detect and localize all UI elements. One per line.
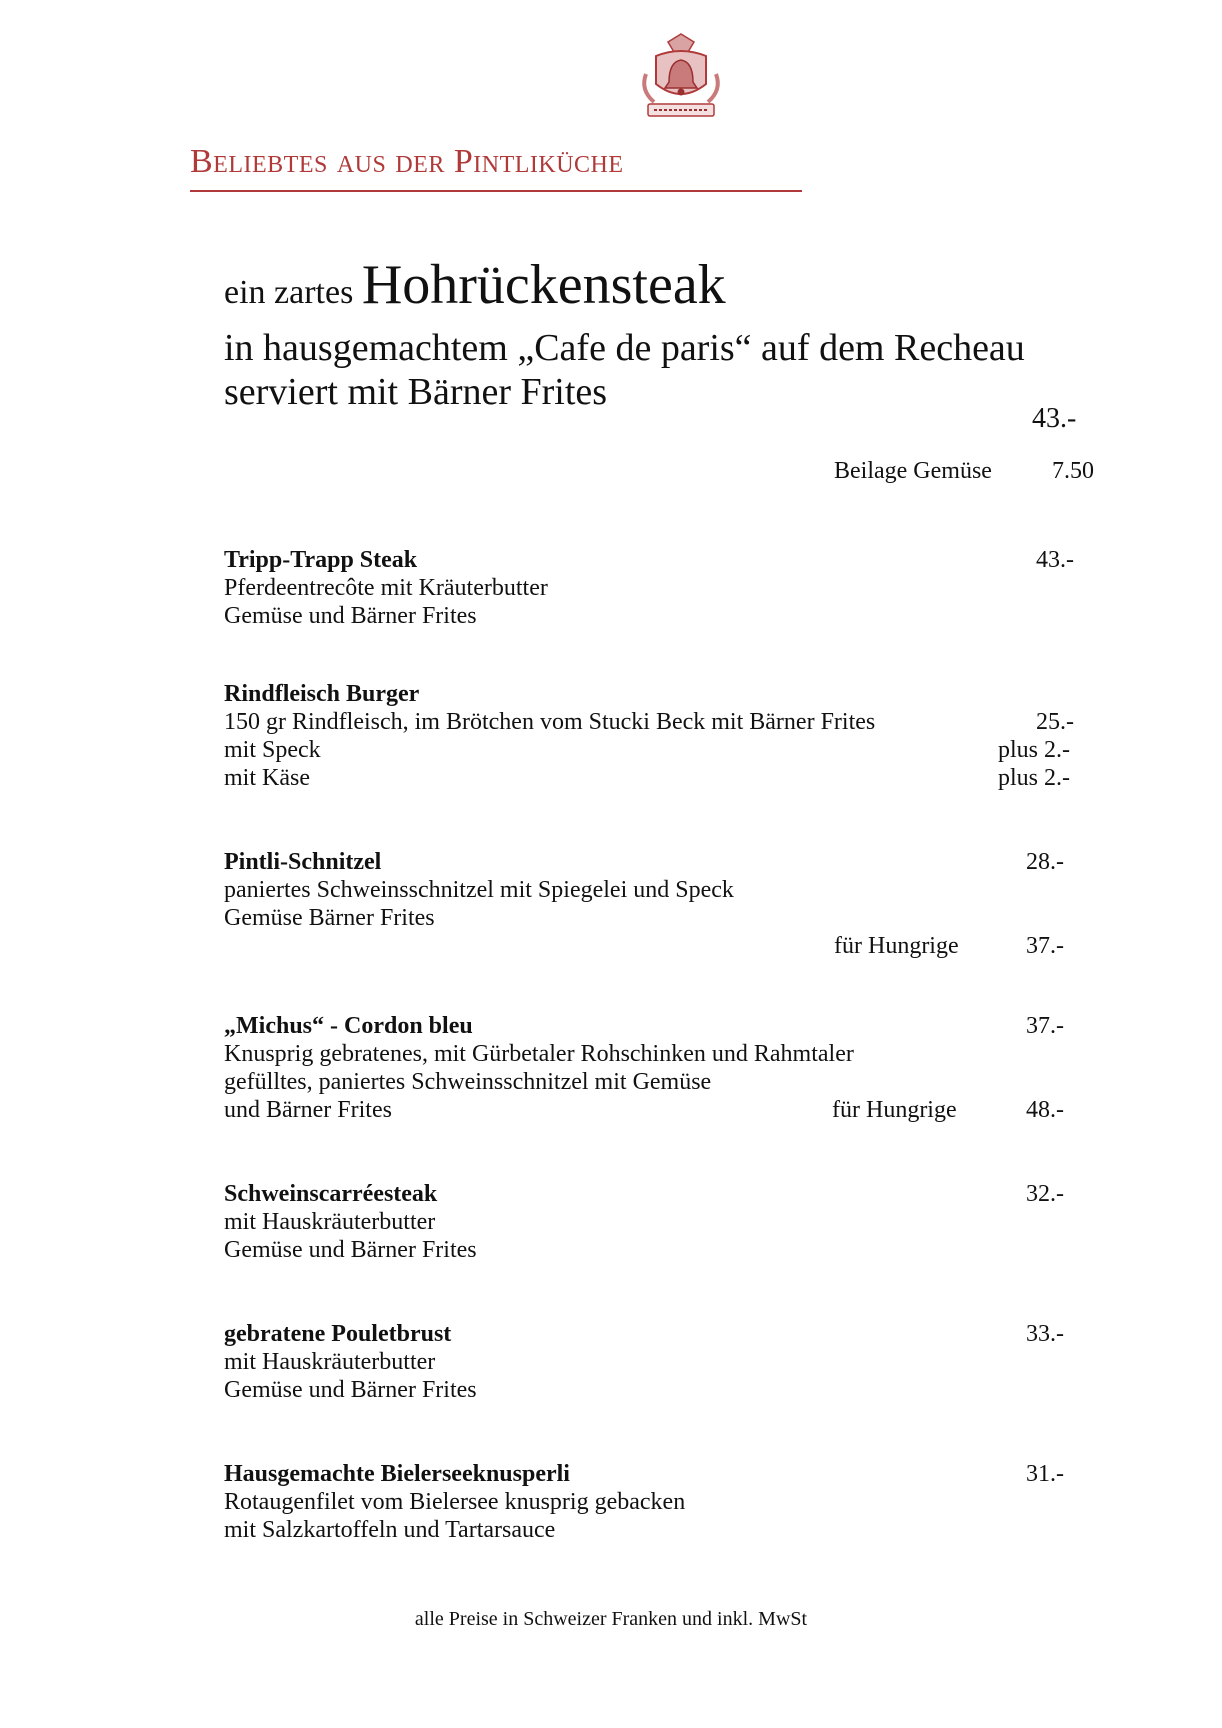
item-description: Gemüse und Bärner Frites	[224, 1237, 477, 1263]
item-description: Gemüse und Bärner Frites	[224, 1377, 477, 1403]
menu-item	[224, 680, 1104, 792]
item-description: Pferdeentrecôte mit Kräuterbutter	[224, 575, 548, 601]
title-underline	[190, 190, 802, 192]
item-description: gefülltes, paniertes Schweinsschnitzel mit Gemüse	[224, 1069, 712, 1095]
item-name: gebratene Pouletbrust	[224, 1321, 452, 1347]
side-dish-label: Beilage Gemüse	[834, 458, 992, 484]
price-footnote: alle Preise in Schweizer Franken und inkl. MwSt	[414, 1608, 808, 1630]
large-portion-label: für Hungrige	[832, 1097, 957, 1123]
menu-item	[224, 848, 1104, 932]
item-description: und Bärner Frites	[224, 1097, 392, 1123]
large-portion-price: 37.-	[1026, 933, 1064, 959]
item-description: mit Hauskräuterbutter	[224, 1209, 436, 1235]
menu-item	[224, 1180, 1104, 1264]
item-price: 25.-	[1036, 709, 1074, 735]
item-name: Tripp-Trapp Steak	[224, 547, 418, 573]
item-description: paniertes Schweinsschnitzel mit Spiegelei und Speck	[224, 877, 734, 903]
menu-item	[224, 1460, 1104, 1544]
menu-item	[224, 1320, 1104, 1404]
item-description: Rotaugenfilet vom Bielersee knusprig gebacken	[224, 1489, 686, 1515]
item-description: mit Hauskräuterbutter	[224, 1349, 436, 1375]
item-name: Pintli-Schnitzel	[224, 849, 382, 875]
item-price: 37.-	[1026, 1013, 1064, 1039]
featured-name: Hohrückensteak	[361, 254, 726, 316]
item-name: Hausgemachte Bielerseeknusperli	[224, 1461, 570, 1487]
featured-dish	[224, 252, 1124, 414]
featured-prefix: ein zartes	[224, 274, 354, 311]
item-description: Knusprig gebratenes, mit Gürbetaler Rohschinken und Rahmtaler	[224, 1041, 854, 1067]
page-title: Beliebtes aus der Pintliküche	[190, 143, 624, 180]
item-description: Gemüse und Bärner Frites	[224, 603, 477, 629]
option-price: plus 2.-	[998, 737, 1070, 763]
side-dish-price: 7.50	[1052, 458, 1094, 484]
featured-description-2: serviert mit Bärner Frites	[224, 371, 608, 413]
featured-price: 43.-	[1032, 403, 1077, 434]
large-portion-label: für Hungrige	[834, 933, 959, 959]
menu-item	[224, 1012, 1104, 1124]
item-description: 150 gr Rindfleisch, im Brötchen vom Stucki Beck mit Bärner Frites	[224, 709, 876, 735]
item-price: 33.-	[1026, 1321, 1064, 1347]
item-name: „Michus“ - Cordon bleu	[224, 1013, 473, 1039]
bell-crest-logo	[636, 30, 726, 126]
item-description: mit Salzkartoffeln und Tartarsauce	[224, 1517, 556, 1543]
item-price: 28.-	[1026, 849, 1064, 875]
item-name: Rindfleisch Burger	[224, 681, 420, 707]
item-name: Schweinscarréesteak	[224, 1181, 438, 1207]
featured-description-1: in hausgemachtem „Cafe de paris“ auf dem Recheau	[224, 327, 1025, 369]
menu-item	[224, 546, 1104, 630]
large-portion-price: 48.-	[1026, 1097, 1064, 1123]
item-price: 31.-	[1026, 1461, 1064, 1487]
option-price: plus 2.-	[998, 765, 1070, 791]
item-option: mit Speck	[224, 737, 321, 763]
item-option: mit Käse	[224, 765, 310, 791]
item-price: 32.-	[1026, 1181, 1064, 1207]
item-price: 43.-	[1036, 547, 1074, 573]
item-description: Gemüse Bärner Frites	[224, 905, 435, 931]
